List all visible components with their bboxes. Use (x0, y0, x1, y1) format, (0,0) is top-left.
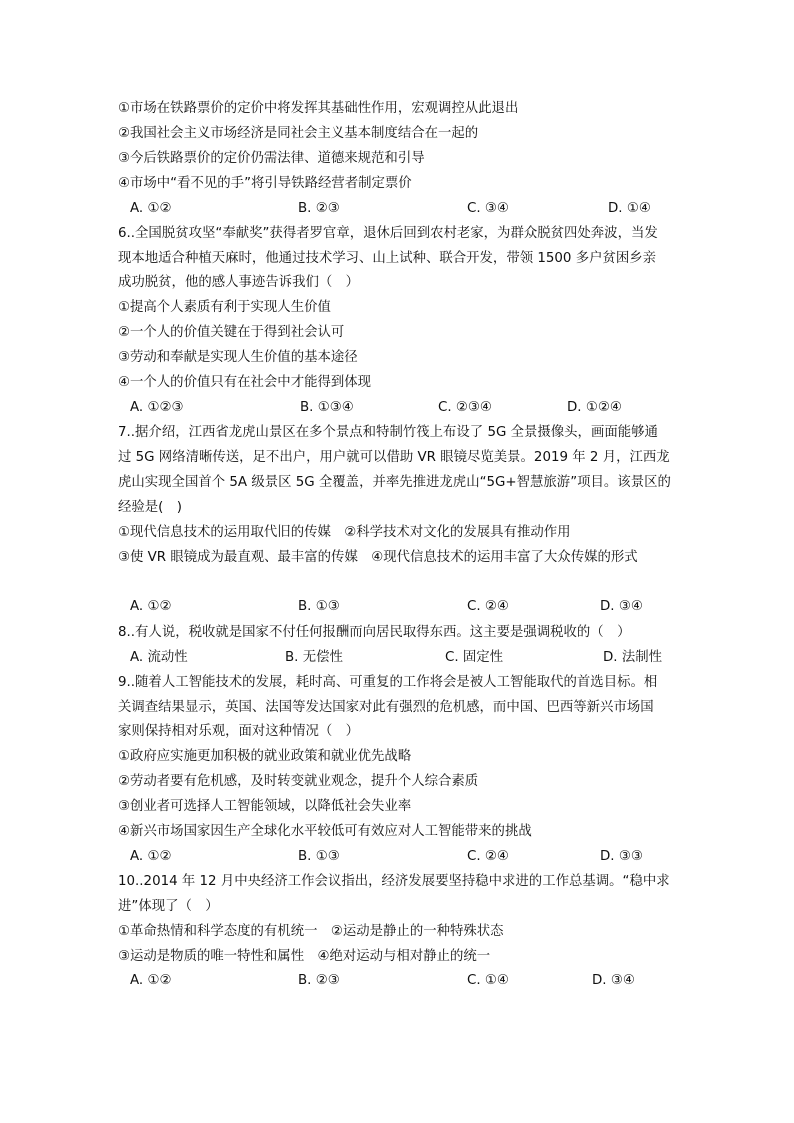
q6-stem-line-2: 现本地适合种植天麻时，他通过技术学习、山上试种、联合开发，带领 1500 多户贫困乡亲 (118, 251, 657, 266)
q8-options (130, 648, 690, 668)
q9-option-c: C. ②④ (467, 849, 509, 864)
q7-statements-3-4: ③使 VR 眼镜成为最直观、最丰富的传媒 ④现代信息技术的运用丰富了大众传媒的形式 (118, 550, 638, 565)
q5-option-b: B. ②③ (298, 201, 340, 216)
q6-stem-line-1: 6..全国脱贫攻坚“奉献奖”获得者罗官章，退休后回到农村老家，为群众脱贫四处奔波，当发 (118, 226, 658, 241)
q6-option-a: A. ①②③ (130, 400, 184, 415)
q10-option-d: D. ③④ (592, 973, 635, 988)
q7-stem-line-2: 过 5G 网络清晰传送，足不出户，用户就可以借助 VR 眼镜尽览美景。2019 年 2 月，江西龙 (118, 450, 670, 465)
q7-options (130, 597, 690, 617)
q6-options (130, 398, 690, 418)
q10-stem-line-2: 进”体现了（ ） (118, 899, 219, 914)
q8-option-a: A. 流动性 (130, 650, 188, 665)
q9-options (130, 847, 690, 867)
q10-stem-line-1: 10..2014 年 12 月中央经济工作会议指出，经济发展要坚持稳中求进的工作总基调。“稳中求 (118, 874, 670, 889)
q6-option-d: D. ①②④ (567, 400, 622, 415)
q5-option-d: D. ①④ (608, 201, 651, 216)
q6-statement-3: ③劳动和奉献是实现人生价值的基本途径 (118, 350, 358, 365)
q9-stem-line-1: 9..随着人工智能技术的发展，耗时高、可重复的工作将会是被人工智能取代的首选目标。相 (118, 675, 658, 690)
q9-option-a: A. ①② (130, 849, 172, 864)
q8-option-d: D. 法制性 (603, 650, 662, 665)
q7-statements-1-2: ①现代信息技术的运用取代旧的传媒 ②科学技术对文化的发展具有推动作用 (118, 525, 571, 540)
q5-statement-3: ③今后铁路票价的定价仍需法律、道德来规范和引导 (118, 151, 425, 166)
q9-statement-1: ①政府应实施更加积极的就业政策和就业优先战略 (118, 749, 412, 764)
q7-option-d: D. ③④ (600, 599, 643, 614)
q10-option-a: A. ①② (130, 973, 172, 988)
q5-statement-1: ①市场在铁路票价的定价中将发挥其基础性作用，宏观调控从此退出 (118, 101, 519, 116)
q9-statement-2: ②劳动者要有危机感，及时转变就业观念，提升个人综合素质 (118, 774, 479, 789)
q5-statement-4: ④市场中“看不见的手”将引导铁路经营者制定票价 (118, 176, 412, 191)
q10-statements-1-2: ①革命热情和科学态度的有机统一 ②运动是静止的一种特殊状态 (118, 924, 504, 939)
q6-option-c: C. ②③④ (438, 400, 492, 415)
q10-option-c: C. ①④ (467, 973, 509, 988)
q5-option-c: C. ③④ (467, 201, 509, 216)
q6-statement-1: ①提高个人素质有利于实现人生价值 (118, 300, 331, 315)
q7-stem-line-1: 7..据介绍，江西省龙虎山景区在多个景点和特制竹筏上布设了 5G 全景摄像头，画面能够通 (118, 425, 658, 440)
q8-stem-line-1: 8..有人说，税收就是国家不付任何报酬而向居民取得东西。这主要是强调税收的（ ） (118, 625, 631, 640)
q10-statements-3-4: ③运动是物质的唯一特性和属性 ④绝对运动与相对静止的统一 (118, 949, 491, 964)
q6-statement-4: ④一个人的价值只有在社会中才能得到体现 (118, 375, 372, 390)
q9-stem-line-3: 家则保持相对乐观，面对这种情况（ ） (118, 724, 360, 739)
q7-option-c: C. ②④ (467, 599, 509, 614)
q6-option-b: B. ①③④ (300, 400, 354, 415)
q9-stem-line-2: 关调查结果显示，英国、法国等发达国家对此有强烈的危机感，而中国、巴西等新兴市场国 (118, 700, 654, 715)
q7-stem-line-4: 经验是( ) (118, 500, 183, 515)
q7-option-b: B. ①③ (298, 599, 340, 614)
q9-statement-3: ③创业者可选择人工智能领域，以降低社会失业率 (118, 799, 412, 814)
q7-option-a: A. ①② (130, 599, 172, 614)
q9-option-d: D. ③③ (600, 849, 643, 864)
q8-option-c: C. 固定性 (445, 650, 504, 665)
q8-option-b: B. 无偿性 (285, 650, 343, 665)
q9-option-b: B. ①③ (298, 849, 340, 864)
q9-statement-4: ④新兴市场国家因生产全球化水平较低可有效应对人工智能带来的挑战 (118, 824, 532, 839)
q6-statement-2: ②一个人的价值关键在于得到社会认可 (118, 325, 345, 340)
q5-option-a: A. ①② (130, 201, 172, 216)
q5-statement-2: ②我国社会主义市场经济是同社会主义基本制度结合在一起的 (118, 126, 479, 141)
q5-options (130, 199, 690, 219)
q10-options (130, 971, 690, 991)
q10-option-b: B. ②③ (298, 973, 340, 988)
q6-stem-line-3: 成功脱贫，他的感人事迹告诉我们（ ） (118, 275, 360, 290)
q7-stem-line-3: 虎山实现全国首个 5A 级景区 5G 全覆盖，并率先推进龙虎山“5G+智慧旅游”项目。该景区的 (118, 475, 671, 490)
